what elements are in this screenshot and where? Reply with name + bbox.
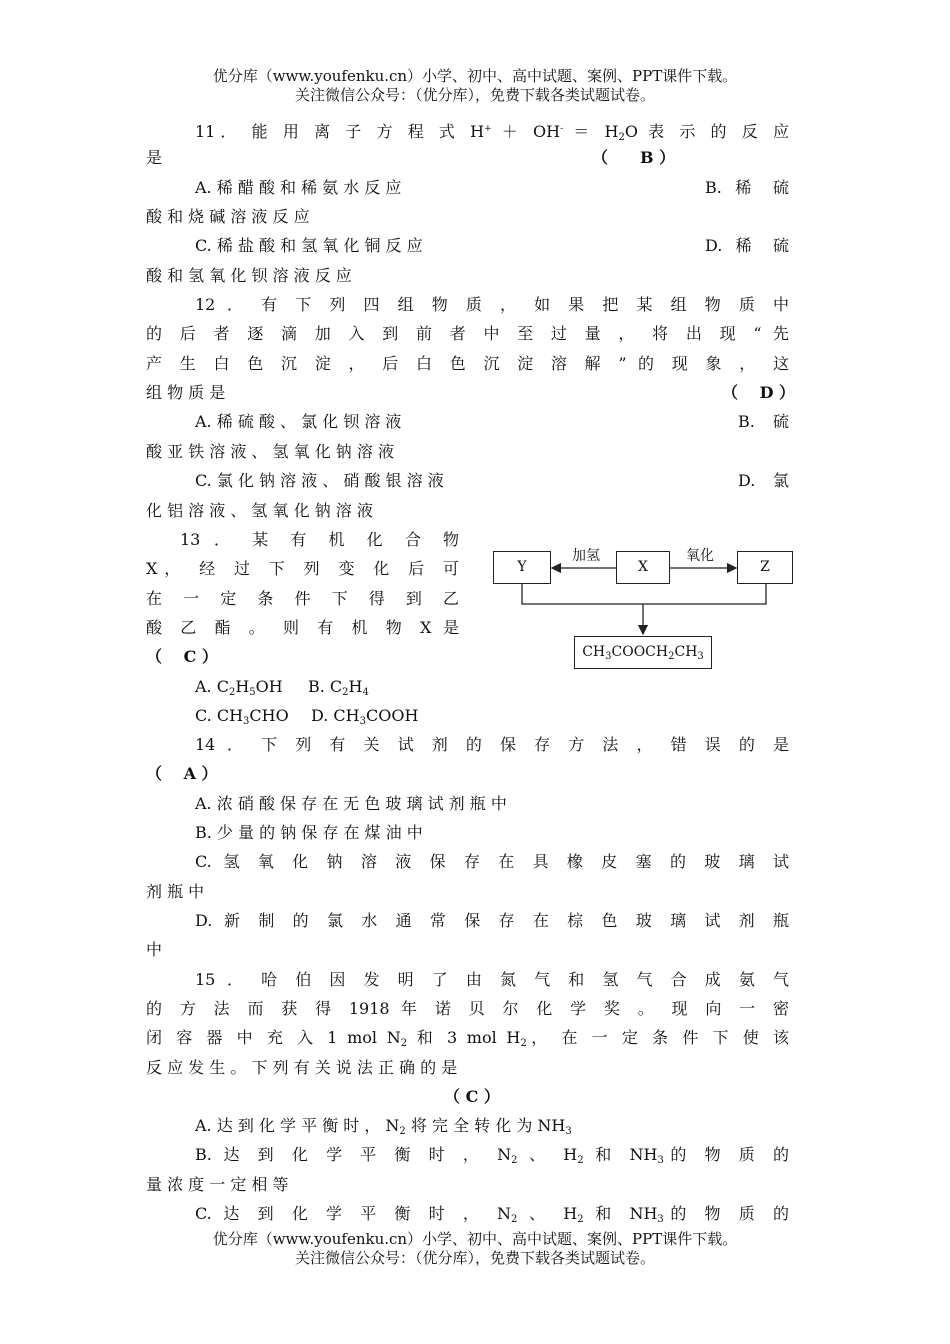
q15-option-a: A. 达 到 化 学 平 衡 时 ， $N_2$ 将 完 全 转 化 为 $NH_3$: [195, 1116, 572, 1137]
q14-answer: （ A ）: [146, 764, 218, 783]
page-header-line-1: 优分库（www.youfenku.cn）小学、初中、高中试题、案例、PPT课件下载。: [212, 67, 738, 85]
q13-stem-2: X， 经 过 下 列 变 化 后 可: [146, 559, 459, 578]
q11-stem: 11． 能 用 离 子 方 程 式 $H^+ + OH^- = H_2O$ 表 示 的 反 应: [195, 122, 789, 143]
q15-stem-4: 反 应 发 生 。 下 列 有 关 说 法 正 确 的 是: [146, 1058, 458, 1077]
q14-option-c-cont: 剂 瓶 中: [146, 882, 205, 901]
connector-y-z: [522, 584, 766, 604]
q15-answer: （ C ）: [444, 1087, 500, 1106]
q11-option-c: C. 稀 盐 酸 和 氢 氧 化 铜 反 应: [195, 236, 423, 255]
q13-stem-3: 在 一 定 条 件 下 得 到 乙: [146, 589, 459, 608]
q14-option-b: B. 少 量 的 钠 保 存 在 煤 油 中: [195, 823, 423, 842]
diagram-label-hydrogenation: 加氢: [572, 548, 600, 564]
q12-stem-2: 的 后 者 逐 滴 加 入 到 前 者 中 至 过 量 ， 将 出 现 “ 先: [146, 324, 789, 343]
q11-option-d-cont: 酸 和 氢 氧 化 钡 溶 液 反 应: [146, 266, 352, 285]
q13-option-c: C. $CH_3CHO$: [195, 706, 289, 727]
q14-option-c: C. 氢 氧 化 钠 溶 液 保 存 在 具 橡 皮 塞 的 玻 璃 试: [195, 852, 789, 871]
q13-stem-1: 13 ． 某 有 机 化 合 物: [180, 530, 459, 549]
q13-option-a: A. $C_2H_5OH$: [195, 677, 283, 698]
q12-stem-4: 组 物 质 是: [146, 383, 226, 402]
q15-stem-3: 闭 容 器 中 充 入 1 mol $N_2$ 和 3 mol $H_2$， 在 一 定 条 件 下 使 该: [146, 1028, 789, 1049]
q13-option-d: D. $CH_3COOH$: [311, 706, 419, 727]
q12-answer: （ D ）: [722, 383, 796, 402]
diagram-node-x: X: [616, 551, 670, 584]
q12-option-b-cont: 酸 亚 铁 溶 液 、 氢 氧 化 钠 溶 液: [146, 442, 394, 461]
q12-option-b-head: B. 硫: [738, 412, 789, 431]
q14-stem: 14 ． 下 列 有 关 试 剂 的 保 存 方 法 ， 错 误 的 是: [195, 735, 789, 754]
q12-option-c: C. 氯 化 钠 溶 液 、 硝 酸 银 溶 液: [195, 471, 444, 490]
q15-option-c: C. 达 到 化 学 平 衡 时 ， $N_2$ 、 $H_2$ 和 $NH_3$的 物 质 的: [195, 1204, 789, 1225]
q12-option-d-head: D. 氯: [738, 471, 789, 490]
q11-option-a: A. 稀 醋 酸 和 稀 氨 水 反 应: [195, 178, 402, 197]
q14-option-a: A. 浓 硝 酸 保 存 在 无 色 玻 璃 试 剂 瓶 中: [195, 794, 507, 813]
q11-option-d-head: D. 稀 硫: [705, 236, 789, 255]
q15-stem-1: 15 ． 哈 伯 因 发 明 了 由 氮 气 和 氢 气 合 成 氨 气: [195, 970, 789, 989]
page-header-line-2: 关注微信公众号：（优分库），免费下载各类试题试卷。: [294, 86, 655, 104]
diagram-node-z: Z: [737, 551, 793, 584]
q12-stem-1: 12 ． 有 下 列 四 组 物 质 ， 如 果 把 某 组 物 质 中: [195, 295, 789, 314]
q14-option-d: D. 新 制 的 氯 水 通 常 保 存 在 棕 色 玻 璃 试 剂 瓶: [195, 911, 789, 930]
q13-answer: （ C ）: [146, 647, 218, 666]
q11-answer: （ B ）: [592, 148, 676, 167]
diagram-product-ethyl-acetate: $CH_3COOCH_2CH_3$: [574, 636, 712, 669]
q12-stem-3: 产 生 白 色 沉 淀 ， 后 白 色 沉 淀 溶 解 ” 的 现 象 ， 这: [146, 354, 789, 373]
page-footer-line-1: 优分库（www.youfenku.cn）小学、初中、高中试题、案例、PPT课件下载。: [212, 1230, 738, 1248]
page-footer-line-2: 关注微信公众号：（优分库），免费下载各类试题试卷。: [294, 1249, 655, 1267]
q11-option-b-head: B. 稀 硫: [705, 178, 789, 197]
q15-option-b-cont: 量 浓 度 一 定 相 等: [146, 1175, 289, 1194]
diagram-label-oxidation: 氧化: [686, 548, 714, 564]
q14-option-d-cont: 中: [146, 940, 163, 959]
q12-option-d-cont: 化 铝 溶 液 、 氢 氧 化 钠 溶 液: [146, 501, 373, 520]
q11-stem-cont: 是: [146, 148, 163, 167]
diagram-node-y: Y: [493, 551, 551, 584]
q15-option-b: B. 达 到 化 学 平 衡 时 ， $N_2$ 、 $H_2$ 和 $NH_3$的 物 质 的: [195, 1145, 789, 1166]
q15-stem-2: 的 方 法 而 获 得 1918 年 诺 贝 尔 化 学 奖 。 现 向 一 密: [146, 999, 789, 1018]
q13-option-b: B. $C_2H_4$: [308, 677, 369, 698]
q13-stem-4: 酸 乙 酯 。 则 有 机 物 X 是: [146, 618, 459, 637]
q12-option-a: A. 稀 硫 酸 、 氯 化 钡 溶 液: [195, 412, 402, 431]
q11-option-b-cont: 酸 和 烧 碱 溶 液 反 应: [146, 207, 310, 226]
